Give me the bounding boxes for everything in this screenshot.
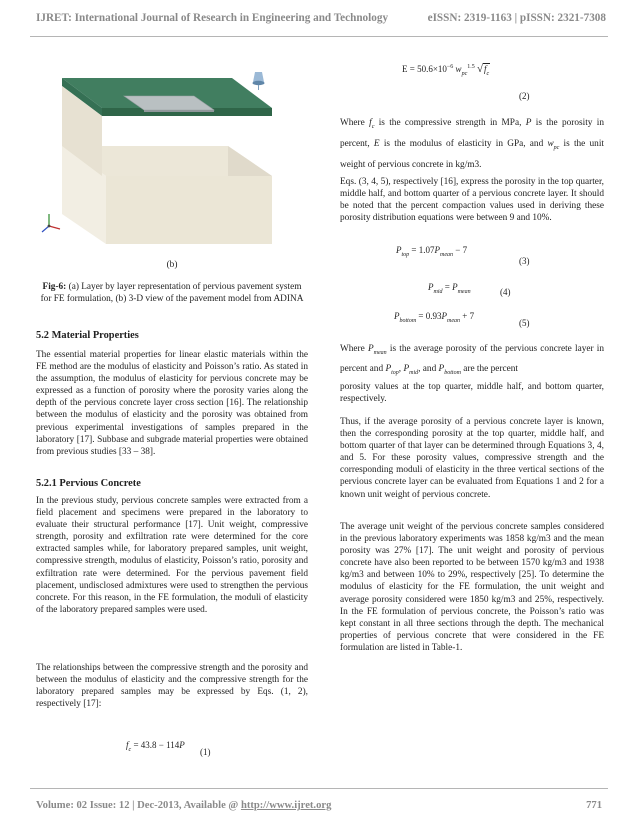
equation-5: $P_{bottom} = 0.93P_{mean} + 7$ [394,311,475,324]
section-pervious-heading: 5.2.1 Pervious Concrete [36,478,141,489]
pavement-model-figure [36,66,308,256]
axis-triad-icon [42,214,60,232]
page-number: 771 [586,800,602,811]
paragraph-pervious-1: In the previous study, pervious concrete samples were extracted from a field placement and specimens were prepared in the laboratory to evaluate their structural performance [17]. Unit weight, compressive strength, porosity and exfiltration rate were determined for the core extracted samples while, for laboratory prepared samples, unit weight, compressive strength, modulus of elasticity, Poisson’s ratio, porosity and exfiltration rate were determined. For the pervious pavement field placement, undisclosed admixtures were used to strengthen the pervious concrete. For this reason, in the FE formulation, the moduli of elasticity of the laboratory prepared samples were used. [36,496,308,615]
load-patch-face [144,110,214,112]
base-block-front [106,176,272,244]
equation-2-number: (2) [519,91,530,101]
footer-rule [30,788,608,789]
equation-4-number: (4) [500,287,511,297]
header-rule [30,36,608,37]
paragraph-pervious-2: The relationships between the compressive strength and the porosity and between the modulus of elasticity and the compressive strength for the laboratory prepared samples may be expressed by Eqs. (1, 2), respectively [17]: [36,663,308,710]
view-orientation-icon [253,72,265,90]
paragraph-average: The average unit weight of the pervious concrete samples considered in the previous laboratory experiments was 1858 kg/m3 and the mean porosity was 27% [17]. The unit weight and porosity of pervious concrete have also been reported to be between 1570 kg/m3 and 1938 kg/m3 and between 10% to 29%, respectively [25]. To determine the modulus of elasticity for the FE formulation, the unit weight and average porosity considered were 1850 kg/m3 and 25%, respectively. In the FE formulation of pervious concrete, the Poisson’s ratio was kept constant in all three sections through the depth. The mechanical properties of pervious concrete that were considered in the FE formulation are listed in Table-1. [340,522,604,653]
footer-volume: Volume: 02 Issue: 12 | Dec-2013, Available @ [36,800,241,811]
paragraph-thus: Thus, if the average porosity of a pervious concrete layer is known, then the corresponding porosity at the top quarter, middle half, and bottom quarter of that layer can be determined through Equations 3, 4, and 5. For these porosity values, compressive strength and the corresponding moduli of elasticity in the three vertical sections of the pervious concrete layer can be evaluated from Equations 1 and 2 for a known unit weight of pervious concrete. [340,417,604,500]
equation-2: $E = 50.6\times 10^{-6}$ $w_{pc}^{1.5}$ $√f_c$ [402,63,490,77]
equation-3-number: (3) [519,256,530,266]
equation-1: $f_c = 43.8 - 114P$ [126,740,185,753]
paragraph-where-2: Where $P_{mean}$ is the average porosity of the pervious concrete layer in percent and $P_{top}$, $P_{mid}$, and $P_{bottom}$ are the percent porosity values at the top quarter, middle half, and bottom quarter, respectively. [340,344,604,404]
journal-url-link[interactable]: http://www.ijret.org [240,800,332,811]
equation-5-number: (5) [519,318,530,328]
page-footer [36,800,602,811]
panel-label: (b) [166,260,178,270]
equation-1-number: (1) [200,747,211,757]
journal-title: IJRET: International Journal of Research in Engineering and Technology [36,12,389,24]
caption-text: (a) Layer by layer representation of pervious pavement system for FE formulation, (b) 3-D view of the pavement model from ADINA [40,282,304,304]
caption-label: Fig-6: [42,282,67,292]
paragraph-where-1: Where $f_c$ is the compressive strength in MPa, P is the porosity in percent, E is the modulus of elasticity in GPa, and $w_{pc}$ is the unit weight of pervious concrete in kg/m3. [340,118,605,170]
section-material-heading: 5.2 Material Properties [36,330,139,341]
running-header [36,12,606,32]
issn-text: eISSN: 2319-1163 | pISSN: 2321-7308 [427,12,606,24]
paragraph-eqs: Eqs. (3, 4, 5), respectively [16], express the porosity in the top quarter, middle half, and bottom quarter of a pervious concrete layer. It should be noted that the percent compaction values used in deriving these porosity distribution equations were between 9 and 10%. [340,177,604,224]
figure-caption [36,282,308,305]
equation-4: $P_{mid} = P_{mean}$ [428,282,471,295]
equation-3: $P_{top} = 1.07P_{mean} - 7$ [396,245,468,258]
paragraph-material: The essential material properties for linear elastic materials within the FE method are the modulus of elasticity and Poisson’s ratio. As stated in the assumption, the modulus of elasticity for pervious concrete may be expressed as a function of porosity where the porosity varies along the depth of the pervious concrete layer cross section [16]. The relationship between the modulus of elasticity and the porosity was obtained from previous experimental investigations of samples prepared in the laboratory [17]. Subbase and subgrade material properties were obtained from previous studies [33 – 38]. [36,350,308,457]
